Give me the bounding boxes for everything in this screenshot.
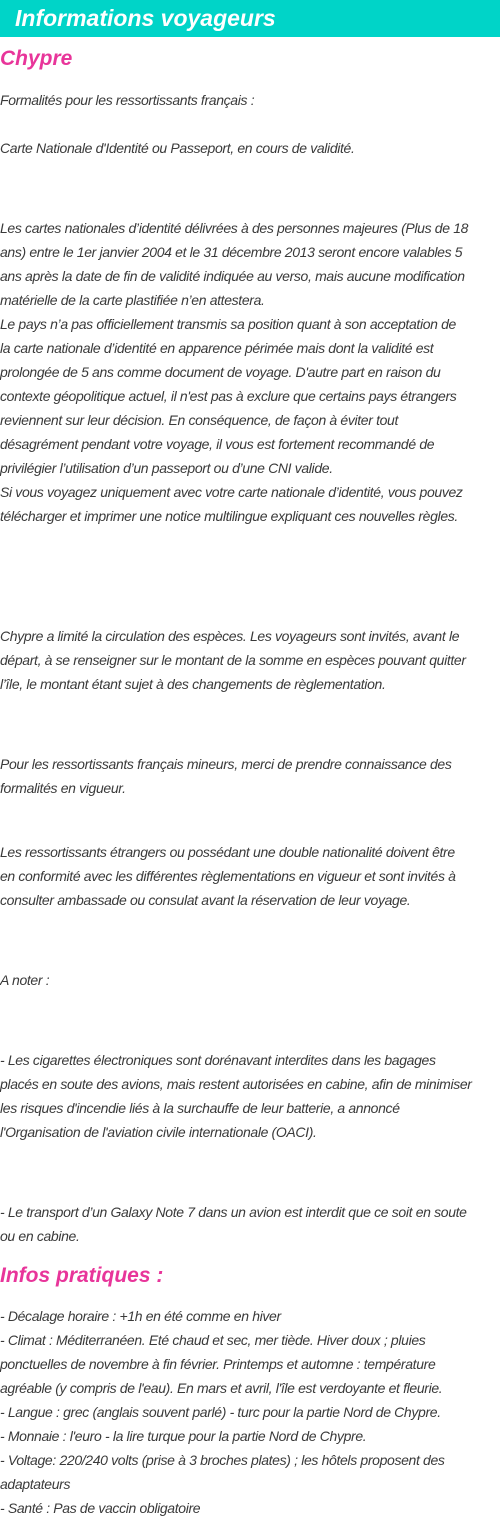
galaxy-paragraph: - Le transport d’un Galaxy Note 7 dans un avion est interdit que ce soit en soute ou en cabine.	[0, 1204, 467, 1244]
list-item: - Climat : Méditerranéen. Eté chaud et sec, mer tiède. Hiver doux ; pluies	[0, 1332, 426, 1348]
practical-info-title: Infos pratiques :	[0, 1264, 164, 1287]
list-item: agréable (y compris de l'eau). En mars et avril, l'île est verdoyante et fleurie.	[0, 1380, 443, 1396]
header-bar	[0, 0, 500, 37]
note-label: A noter :	[0, 972, 50, 988]
list-item: - Santé : Pas de vaccin obligatoire	[0, 1500, 201, 1516]
list-item: - Langue : grec (anglais souvent parlé) - turc pour la partie Nord de Chypre.	[0, 1404, 441, 1420]
cash-paragraph: Chypre a limité la circulation des espèces. Les voyageurs sont invités, avant le départ, à se renseigner sur le montant de la somme en espèces pouvant quitter l’île, le montant étant sujet à des changements de règlementation.	[0, 628, 466, 692]
list-item: - Voltage: 220/240 volts (prise à 3 broches plates) ; les hôtels proposent des	[0, 1452, 445, 1468]
foreigners-paragraph: Les ressortissants étrangers ou possédant une double nationalité doivent être en conformité avec les différentes règlementations en vigueur et sont invités à consulter ambassade ou consulat avant la réservation de leur voyage.	[0, 844, 456, 908]
formalities-intro: Formalités pour les ressortissants français :	[0, 92, 255, 108]
minors-paragraph: Pour les ressortissants français mineurs, merci de prendre connaissance des formalités en vigueur.	[0, 756, 452, 796]
country-title: Chypre	[0, 47, 73, 70]
cni-validity-paragraph: Les cartes nationales d’identité délivrées à des personnes majeures (Plus de 18 ans) entre le 1er janvier 2004 et le 31 décembre 2013 seront encore valables 5 ans après la date de fin de validité indiquée au verso, mais aucune modification matérielle de la carte plastifiée n’en attestera. Le pays n’a pas officiellement transmis sa position quant à son acceptation de la carte nationale d’identité en apparence périmée mais dont la validité est prolongée de 5 ans comme document de voyage. D'autre part en raison du contexte géopolitique actuel, il n'est pas à exclure que certains pays étrangers reviennent sur leur décision. En conséquence, de façon à éviter tout désagrément pendant votre voyage, il vous est fortement recommandé de privilégier l’utilisation d’un passeport ou d’une CNI valide. Si vous voyagez uniquement avec votre carte nationale d’identité, vous pouvez télécharger et imprimer une notice multilingue expliquant ces nouvelles règles.	[0, 220, 469, 524]
list-item: ponctuelles de novembre à fin février. Printemps et automne : température	[0, 1356, 436, 1372]
list-item: - Décalage horaire : +1h en été comme en hiver	[0, 1308, 281, 1324]
header-title: Informations voyageurs	[15, 5, 276, 31]
ecig-paragraph: - Les cigarettes électroniques sont dorénavant interdites dans les bagages placés en soute des avions, mais restent autorisées en cabine, afin de minimiser les risques d'incendie liés à la surchauffe de leur batterie, a annoncé l'Organisation de l'aviation civile internationale (OACI).	[0, 1052, 472, 1140]
documents-required: Carte Nationale d'Identité ou Passeport, en cours de validité.	[0, 140, 355, 156]
practical-info-list	[0, 1304, 498, 1520]
list-item: adaptateurs	[0, 1476, 71, 1492]
list-item: - Monnaie : l'euro - la lire turque pour la partie Nord de Chypre.	[0, 1428, 367, 1444]
